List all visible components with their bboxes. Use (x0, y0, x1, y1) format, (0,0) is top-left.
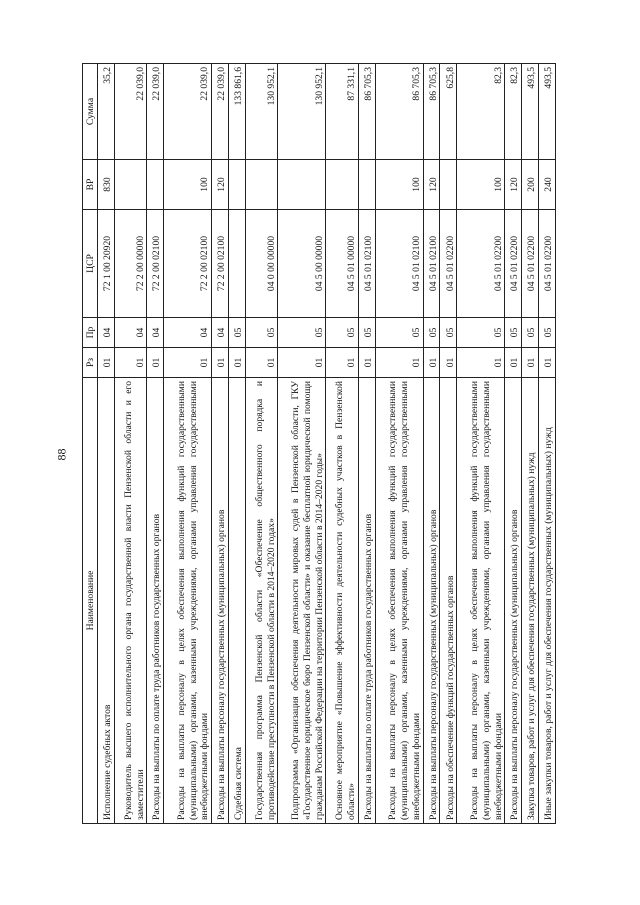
cell-pr: 04 (98, 318, 115, 348)
table-row (98, 64, 115, 824)
cell-rz: 01 (98, 348, 115, 378)
cell-csr (229, 210, 246, 318)
cell-sum: 35,2 (98, 64, 115, 160)
cell-pr: 05 (423, 318, 440, 348)
cell-pr: 04 (212, 318, 229, 348)
cell-sum: 130 952,1 (245, 64, 277, 160)
cell-pr: 05 (457, 318, 505, 348)
cell-rz: 01 (423, 348, 440, 378)
cell-rz: 01 (505, 348, 522, 378)
cell-pr: 05 (245, 318, 277, 348)
cell-vr: 100 (164, 160, 212, 210)
cell-rz: 01 (278, 348, 326, 378)
cell-csr: 72 2 00 02100 (212, 210, 229, 318)
cell-rz: 01 (539, 348, 556, 378)
budget-table (82, 63, 556, 824)
cell-csr: 04 5 01 02100 (423, 210, 440, 318)
cell-vr (440, 160, 457, 210)
cell-vr (326, 160, 358, 210)
cell-name: Исполнение судебных актов (98, 378, 115, 824)
cell-sum: 22 039,0 (147, 64, 164, 160)
cell-csr: 04 5 01 02200 (522, 210, 539, 318)
cell-pr: 05 (326, 318, 358, 348)
cell-name: Расходы на выплаты по оплате труда работников государственных органов (147, 378, 164, 824)
cell-vr (229, 160, 246, 210)
cell-name: Расходы на выплаты персоналу в целях обеспечения выполнения функций государственными (муниципальными) органами, казенными учреждениями, органами управления государственными внебюджетными фондами (375, 378, 423, 824)
cell-name: Иные закупки товаров, работ и услуг для обеспечения государственных (муниципальных) нужд (539, 378, 556, 824)
table-body (98, 64, 556, 824)
cell-rz: 01 (147, 348, 164, 378)
cell-pr: 04 (164, 318, 212, 348)
rotated-table-container (82, 64, 556, 824)
header-sum: Сумма (83, 64, 98, 160)
cell-csr: 04 5 01 02200 (440, 210, 457, 318)
cell-csr: 04 5 01 00000 (326, 210, 358, 318)
cell-sum: 22 039,0 (212, 64, 229, 160)
cell-pr: 04 (114, 318, 146, 348)
cell-vr: 240 (539, 160, 556, 210)
cell-sum: 130 952,1 (278, 64, 326, 160)
cell-name: Государственная программа Пензенской области «Обеспечение общественного порядка и противодействие преступности в Пензенской области в 2014–2020 годах» (245, 378, 277, 824)
cell-rz: 01 (326, 348, 358, 378)
cell-vr (358, 160, 375, 210)
cell-csr: 72 2 00 00000 (114, 210, 146, 318)
cell-rz: 01 (114, 348, 146, 378)
cell-csr: 72 2 00 02100 (164, 210, 212, 318)
table-row (278, 64, 326, 824)
table-row (358, 64, 375, 824)
cell-pr: 05 (522, 318, 539, 348)
cell-name: Расходы на выплаты персоналу в целях обеспечения выполнения функций государственными (муниципальными) органами, казенными учреждениями, органами управления государственными внебюджетными фондами (457, 378, 505, 824)
table-row (164, 64, 212, 824)
cell-vr: 100 (457, 160, 505, 210)
cell-csr: 04 5 01 02200 (539, 210, 556, 318)
cell-rz: 01 (229, 348, 246, 378)
cell-vr: 830 (98, 160, 115, 210)
cell-csr: 04 5 01 02100 (358, 210, 375, 318)
cell-name: Расходы на выплаты по оплате труда работников государственных органов (358, 378, 375, 824)
cell-vr: 100 (375, 160, 423, 210)
table-header-row (83, 64, 98, 824)
cell-sum: 82,3 (457, 64, 505, 160)
table-row (114, 64, 146, 824)
cell-pr: 05 (440, 318, 457, 348)
cell-pr: 05 (505, 318, 522, 348)
table-row (522, 64, 539, 824)
cell-sum: 625,8 (440, 64, 457, 160)
header-vr: ВР (83, 160, 98, 210)
cell-csr: 04 5 00 00000 (278, 210, 326, 318)
cell-vr: 120 (423, 160, 440, 210)
cell-pr: 05 (229, 318, 246, 348)
cell-rz: 01 (522, 348, 539, 378)
cell-sum: 22 039,0 (164, 64, 212, 160)
table-row (147, 64, 164, 824)
header-pr: Пр (83, 318, 98, 348)
cell-vr: 120 (505, 160, 522, 210)
cell-pr: 05 (539, 318, 556, 348)
cell-csr: 72 2 00 02100 (147, 210, 164, 318)
header-name: Наименование (83, 378, 98, 824)
table-row (245, 64, 277, 824)
cell-rz: 01 (457, 348, 505, 378)
cell-sum: 86 705,3 (375, 64, 423, 160)
cell-rz: 01 (164, 348, 212, 378)
cell-name: Расходы на обеспечение функций государственных органов (440, 378, 457, 824)
cell-csr: 72 1 00 20920 (98, 210, 115, 318)
cell-rz: 01 (375, 348, 423, 378)
cell-pr: 05 (278, 318, 326, 348)
table-row (326, 64, 358, 824)
cell-csr: 04 5 01 02200 (457, 210, 505, 318)
cell-name: Судебная система (229, 378, 246, 824)
cell-name: Подпрограмма «Организация обеспечения деятельности мировых судей в Пензенской области, ГКУ «Государственное юридическое бюро Пензенской области» и оказание бесплатной юридической помощи гражданам Российской Федерации на территории Пензенской области в 2014–2020 годы» (278, 378, 326, 824)
cell-rz: 01 (212, 348, 229, 378)
table-row (423, 64, 440, 824)
table-row (229, 64, 246, 824)
cell-csr: 04 0 00 00000 (245, 210, 277, 318)
cell-sum: 87 331,1 (326, 64, 358, 160)
header-csr: ЦСР (83, 210, 98, 318)
cell-csr: 04 5 01 02200 (505, 210, 522, 318)
cell-name: Расходы на выплаты персоналу в целях обеспечения выполнения функций государственными (муниципальными) органами, казенными учреждениями, органами управления государственными внебюджетными фондами (164, 378, 212, 824)
table-row (505, 64, 522, 824)
cell-name: Руководитель высшего исполнительного органа государственной власти Пензенской области и его заместители (114, 378, 146, 824)
cell-vr: 120 (212, 160, 229, 210)
table-row (212, 64, 229, 824)
cell-vr (278, 160, 326, 210)
table-row (457, 64, 505, 824)
cell-name: Закупка товаров, работ и услуг для обеспечения государственных (муниципальных) нужд (522, 378, 539, 824)
cell-rz: 01 (245, 348, 277, 378)
cell-sum: 493,5 (522, 64, 539, 160)
cell-sum: 82,3 (505, 64, 522, 160)
cell-rz: 01 (440, 348, 457, 378)
cell-sum: 133 861,6 (229, 64, 246, 160)
page-number: 88 (54, 448, 69, 461)
table-row (375, 64, 423, 824)
cell-csr: 04 5 01 02100 (375, 210, 423, 318)
cell-vr (245, 160, 277, 210)
cell-rz: 01 (358, 348, 375, 378)
cell-pr: 04 (147, 318, 164, 348)
cell-name: Расходы на выплаты персоналу государственных (муниципальных) органов (423, 378, 440, 824)
cell-vr (114, 160, 146, 210)
cell-sum: 493,5 (539, 64, 556, 160)
cell-vr (147, 160, 164, 210)
header-rz: Рз (83, 348, 98, 378)
cell-sum: 86 705,3 (358, 64, 375, 160)
cell-vr: 200 (522, 160, 539, 210)
cell-sum: 22 039,0 (114, 64, 146, 160)
cell-name: Расходы на выплаты персоналу государственных (муниципальных) органов (212, 378, 229, 824)
table-row (539, 64, 556, 824)
cell-pr: 05 (375, 318, 423, 348)
cell-sum: 86 705,3 (423, 64, 440, 160)
cell-name: Основное мероприятие «Повышение эффективности деятельности судебных участков в Пензенской области» (326, 378, 358, 824)
cell-pr: 05 (358, 318, 375, 348)
table-row (440, 64, 457, 824)
cell-name: Расходы на выплаты персоналу государственных (муниципальных) органов (505, 378, 522, 824)
